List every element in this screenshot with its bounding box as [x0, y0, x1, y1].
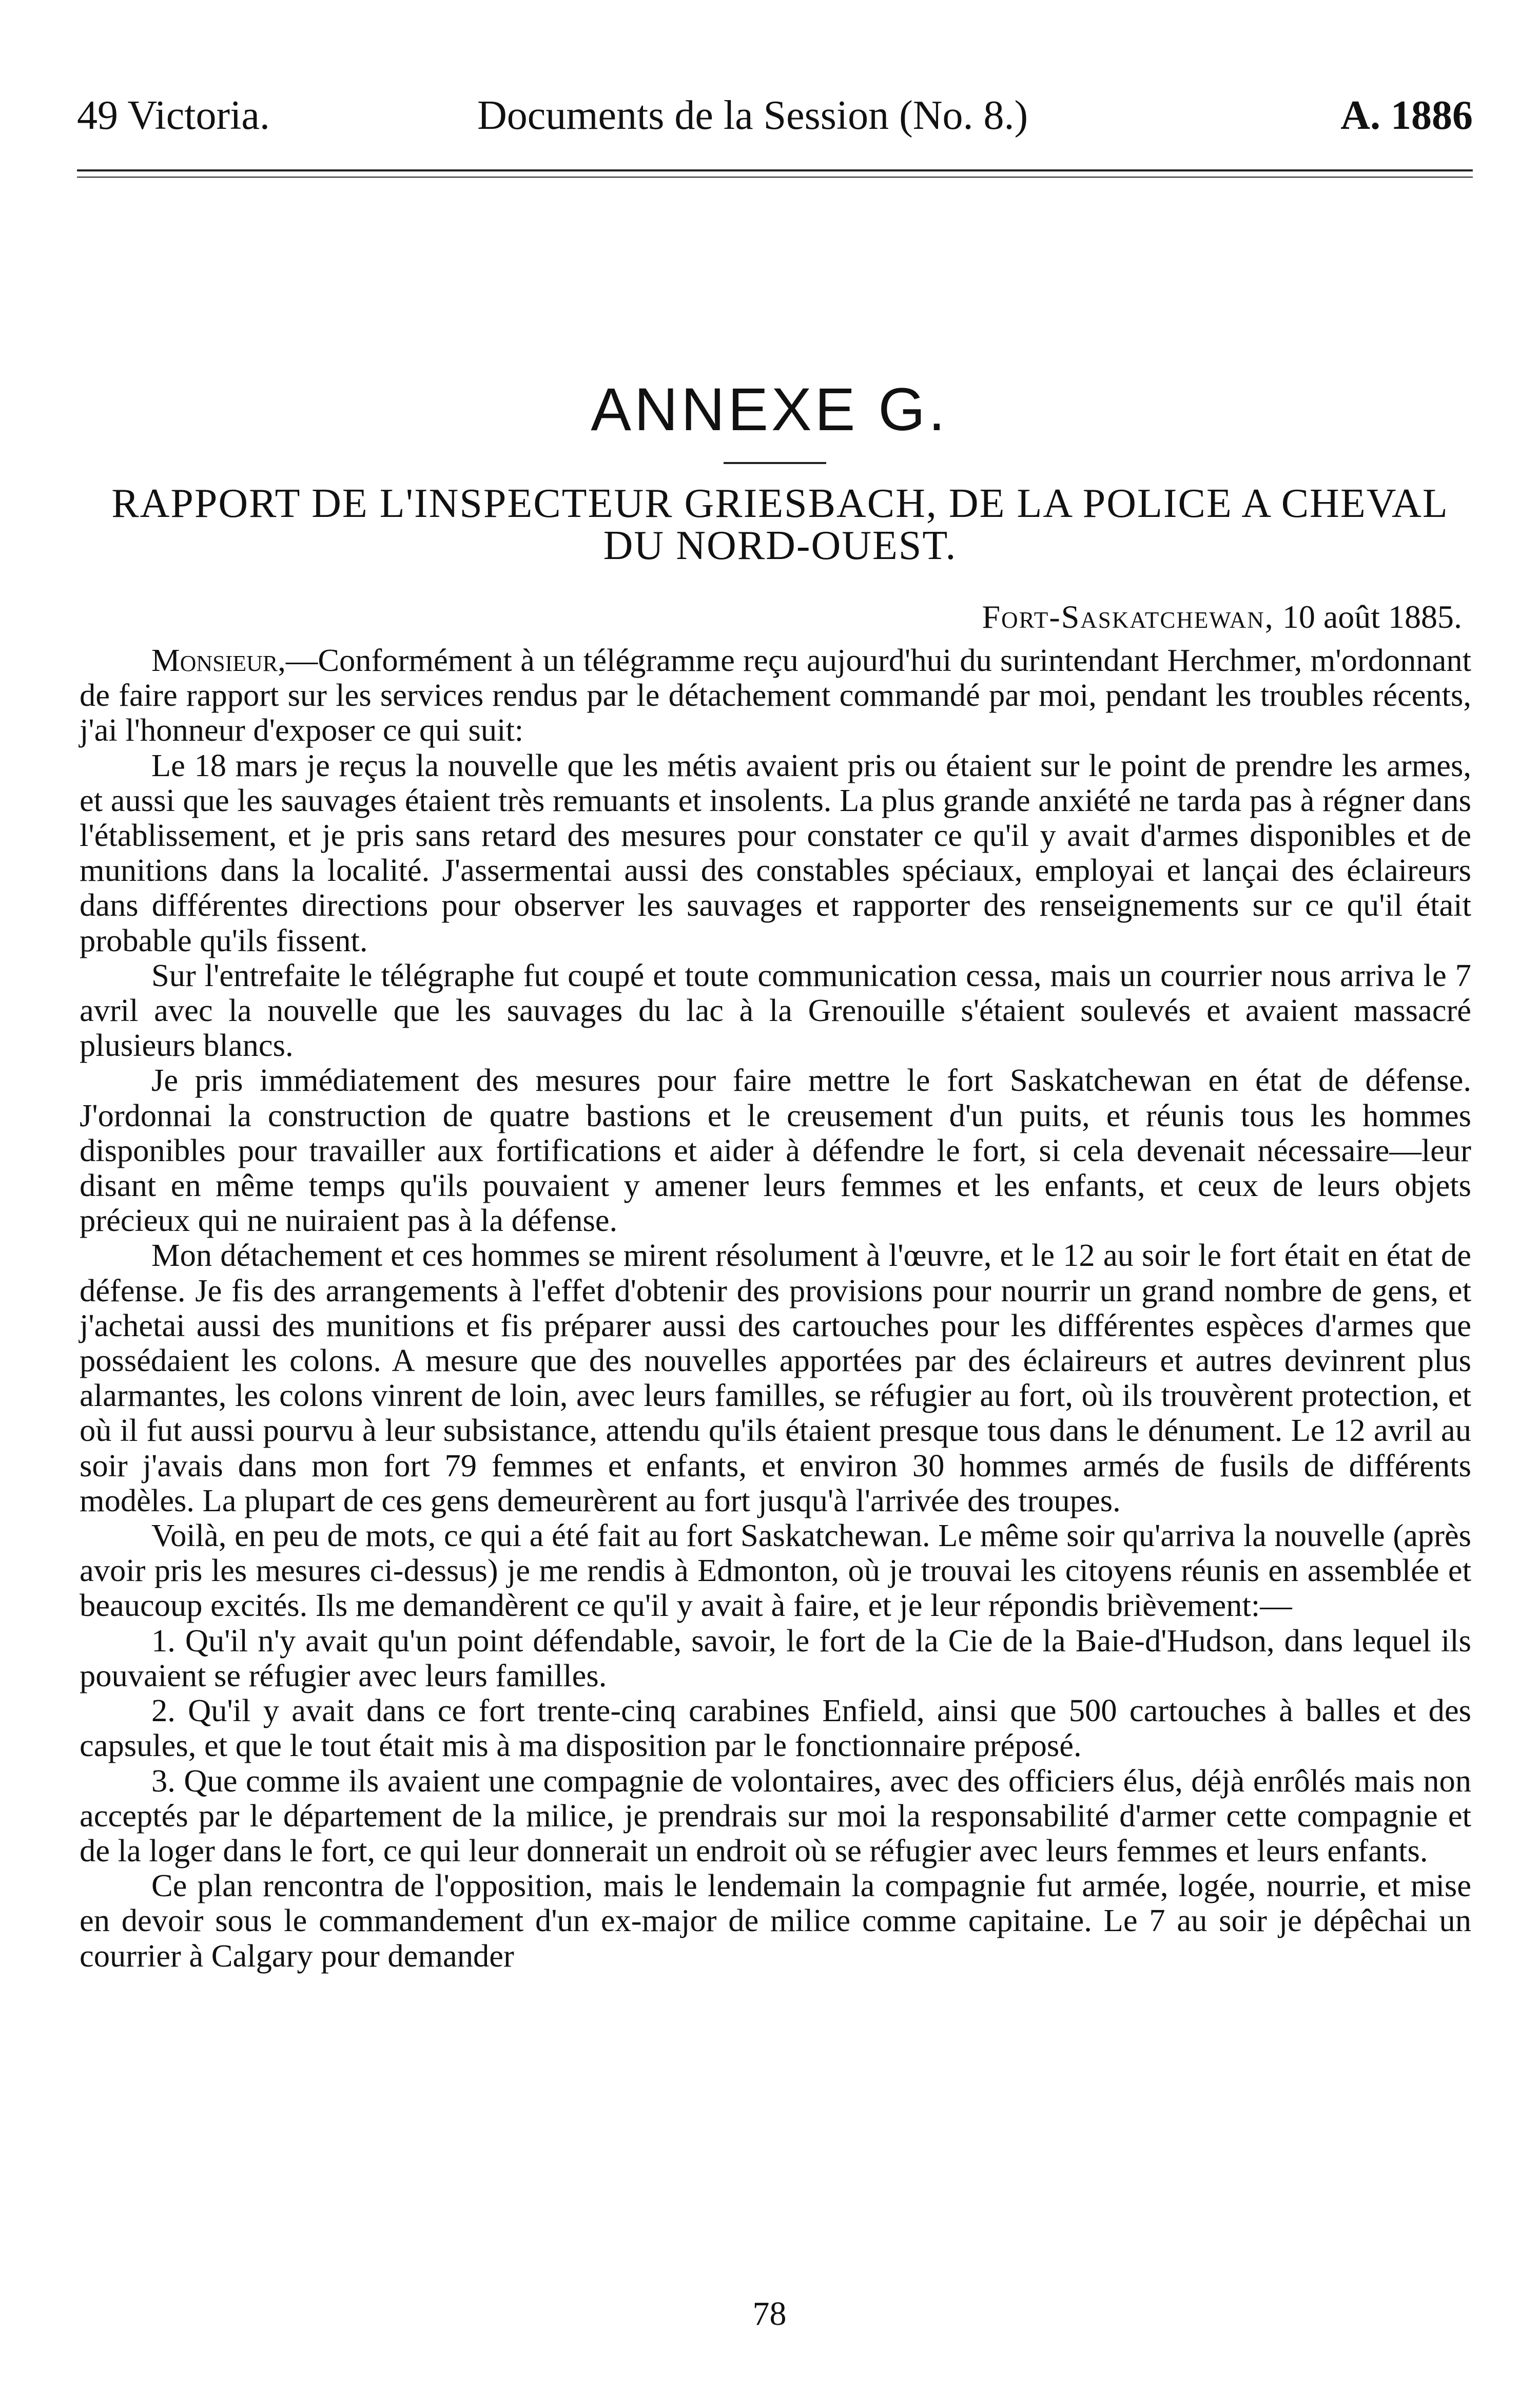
dateline-date: 10 août 1885.	[1282, 599, 1462, 635]
paragraph-text: —Conformément à un télégramme reçu aujourd'hui du surintendant Herchmer, m'ordonnant de faire rapport sur les services rendus par le détachement commandé par moi, pendant les troubles récents, j'ai l'honneur d'exposer ce qui suit:	[80, 642, 1471, 748]
header-volume: 49 Victoria.	[77, 93, 270, 138]
numbered-item-2: 2. Qu'il y avait dans ce fort trente-cinq carabines Enfield, ainsi que 500 cartouches à balles et des capsules, et que le tout était mis à ma disposition par le fonctionnaire préposé.	[80, 1692, 1471, 1764]
paragraph-final: Ce plan rencontra de l'opposition, mais le lendemain la compagnie fut armée, logée, nourrie, et mise en devoir sous le commandement d'un ex-major de milice comme capitaine. Le 7 au soir je dépêchai un courrier à Calgary pour demander	[80, 1867, 1471, 1974]
dateline-place: Fort-Saskatchewan,	[982, 599, 1274, 635]
paragraph-2: Le 18 mars je reçus la nouvelle que les métis avaient pris ou étaient sur le point de prendre les armes, et aussi que les sauvages étaient très remuants et insolents. La plus grande anxiété ne tarda pas à régner dans l'établissement, et je pris sans retard des mesures pour constater ce qu'il y avait d'armes disponibles et de munitions dans la localité. J'assermentai aussi des constables spéciaux, employai et lançai des éclaireurs dans différentes directions pour observer les sauvages et rapporter des renseignements sur ce qu'il était probable qu'ils fissent.	[80, 747, 1471, 958]
paragraph-3: Sur l'entrefaite le télégraphe fut coupé et toute communication cessa, mais un courrier nous arriva le 7 avril avec la nouvelle que les sauvages du lac à la Grenouille s'étaient soulevés et avaient massacré plusieurs blancs.	[80, 957, 1471, 1064]
header-rule-thin	[77, 177, 1473, 178]
numbered-item-3: 3. Que comme ils avaient une compagnie de volontaires, avec des officiers élus, déjà enrôlés mais non acceptés par le département de la milice, je prendrais sur moi la responsabilité d'armer cette compagnie et de la loger dans le fort, ce qui leur donnerait un endroit où se réfugier avec leurs femmes et leurs enfants.	[80, 1762, 1471, 1868]
report-title-line-2: DU NORD-OUEST.	[603, 523, 957, 568]
report-body	[80, 643, 1471, 1973]
page-number: 78	[752, 2295, 787, 2333]
paragraph-4: Je pris immédiatement des mesures pour faire mettre le fort Saskatchewan en état de défense. J'ordonnai la construction de quatre bastions et le creusement d'un puits, et réunis tous les hommes disponibles pour travailler aux fortifications et aider à défendre le fort, si cela devenait nécessaire—leur disant en même temps qu'ils pouvaient y amener leurs femmes et les enfants, et ceux de leurs objets précieux qui ne nuiraient pas à la défense.	[80, 1062, 1471, 1239]
numbered-item-1: 1. Qu'il n'y avait qu'un point défendable, savoir, le fort de la Cie de la Baie-d'Hudson, dans lequel ils pouvaient se réfugier avec leurs familles.	[80, 1622, 1471, 1693]
paragraph-1	[80, 643, 1471, 748]
annex-title: ANNEXE G.	[591, 376, 948, 444]
salutation: Monsieur,	[151, 642, 286, 678]
report-title	[87, 483, 1473, 567]
header-rule-thick	[77, 169, 1473, 171]
report-title-line-1: RAPPORT DE L'INSPECTEUR GRIESBACH, DE LA POLICE A CHEVAL	[111, 481, 1449, 526]
running-header	[77, 87, 1473, 144]
header-session: Documents de la Session (No. 8.)	[477, 93, 1028, 138]
paragraph-6: Voilà, en peu de mots, ce qui a été fait au fort Saskatchewan. Le même soir qu'arriva la nouvelle (après avoir pris les mesures ci-dessus) je me rendis à Edmonton, où je trouvai les citoyens réunis en assemblée et beaucoup excités. Ils me demandèrent ce qu'il y avait à faire, et je leur répondis brièvement:—	[80, 1517, 1471, 1624]
dateline	[982, 598, 1463, 636]
title-divider	[724, 462, 826, 464]
paragraph-5: Mon détachement et ces hommes se mirent résolument à l'œuvre, et le 12 au soir le fort était en état de défense. Je fis des arrangements à l'effet d'obtenir des provisions pour nourrir un grand nombre de gens, et j'achetai aussi des munitions et fis préparer aussi des cartouches pour les différentes espèces d'armes que possédaient les colons. A mesure que des nouvelles apportées par des éclaireurs et autres devinrent plus alarmantes, les colons vinrent de loin, avec leurs familles, se réfugier au fort, où ils trouvèrent protection, et où il fut aussi pourvu à leur subsistance, attendu qu'ils étaient presque tous dans le dénument. Le 12 avril au soir j'avais dans mon fort 79 femmes et enfants, et environ 30 hommes armés de fusils de différents modèles. La plupart de ces gens demeurèrent au fort jusqu'à l'arrivée des troupes.	[80, 1237, 1471, 1518]
header-year: A. 1886	[1340, 93, 1473, 138]
